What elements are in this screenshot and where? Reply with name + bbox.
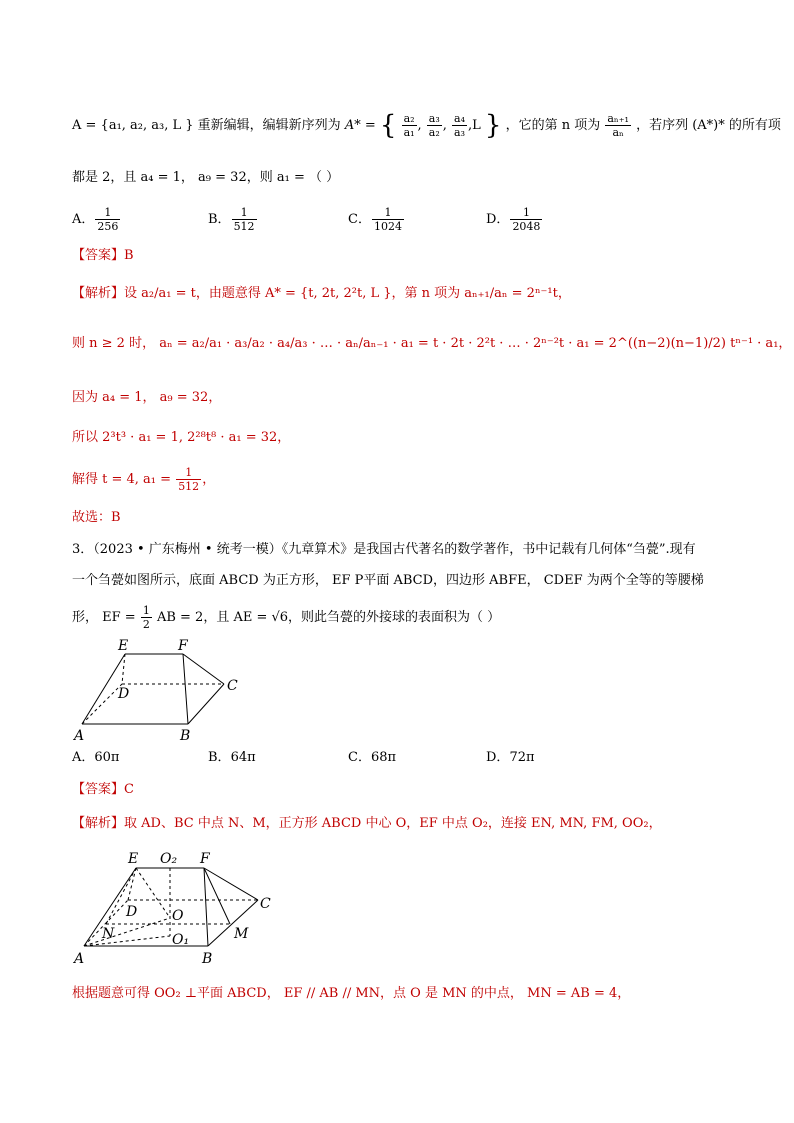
q2-analysis-3: 因为 a₄ = 1， a₉ = 32，	[72, 390, 222, 405]
fig2-label-b: B	[202, 951, 213, 967]
q3-line1: 3．（2023 • 广东梅州 • 统考一模）《九章算术》是我国古代著名的数学著作，书中记载有几何体“刍甍”.现有	[72, 542, 696, 557]
q2-line1-b: A* =	[344, 118, 376, 133]
q2-choice-a[interactable]: A． $\frac{1}{256}$	[72, 206, 119, 233]
fig1-label-b: B	[180, 728, 191, 744]
q2-line1-d: ，若序列 (A*)* 的所有项	[636, 118, 781, 133]
fig2-label-e: E	[128, 851, 139, 867]
q2-line1-a: A = {a₁, a₂, a₃, L } 重新编辑，编辑新序列为	[72, 118, 341, 133]
q2-seq-term-2: $\frac{\text{a₃}}{\text{a₂}}$	[428, 112, 440, 139]
q2-line1-c: ，它的第 n 项为	[505, 118, 601, 133]
fig1-label-f: F	[178, 638, 188, 654]
q2-choice-c[interactable]: C． $\frac{1}{1024}$	[348, 206, 402, 233]
q2-seq-term-1: $\frac{\text{a₂}}{\text{a₁}}$	[403, 112, 415, 139]
fig2-label-m: M	[234, 926, 249, 942]
q2-analysis-2: 则 n ≥ 2 时， aₙ = a₂/a₁ · a₃/a₂ · a₄/a₃ · … · aₙ/aₙ₋₁ · a₁ = t · 2t · 2²t · … · 2ⁿ⁻²t · a₁ = 2^((n−2)(n−1)/2) tⁿ⁻¹ · a₁，	[72, 336, 792, 351]
q3-analysis-1: 【解析】取 AD、BC 中点 N、M，正方形 ABCD 中心 O，EF 中点 O₂，连接 EN, MN, FM, OO₂，	[72, 816, 662, 831]
q3-choice-a[interactable]: A．60π	[72, 750, 120, 765]
q3-figure-2	[70, 846, 280, 968]
q2-seq-brace: {	[379, 110, 397, 141]
q2-analysis-5: 解得 t = 4, a₁ = $\frac{1}{512}$ ，	[72, 466, 216, 493]
fig2-label-f: F	[200, 851, 210, 867]
fig2-label-o: O	[172, 908, 184, 924]
fig1-label-c: C	[227, 678, 238, 694]
q2-analysis-4: 所以 2³t³ · a₁ = 1, 2²⁸t⁸ · a₁ = 32，	[72, 430, 291, 445]
q2-term-frac: $\frac{\text{aₙ₊₁}}{\text{aₙ}}$	[607, 112, 629, 139]
q2-seq-term-3: $\frac{\text{a₄}}{\text{a₃}}$	[454, 112, 465, 139]
q3-choice-d[interactable]: D．72π	[486, 750, 535, 765]
q3-choice-c[interactable]: C．68π	[348, 750, 397, 765]
q3-line2: 一个刍甍如图所示，底面 ABCD 为正方形， EF P平面 ABCD，四边形 ABFE， CDEF 为两个全等的等腰梯	[72, 573, 704, 588]
fig2-label-n: N	[102, 926, 115, 942]
fig1-label-e: E	[118, 638, 129, 654]
q2-line2: 都是 2，且 a₄ = 1， a₉ = 32，则 a₁ = （ ）	[72, 170, 340, 185]
fig2-label-c: C	[260, 896, 271, 912]
q3-figure-1	[70, 636, 250, 744]
q3-line3: 形， EF = $\frac{1}{2}$ AB = 2，且 AE = √6，则此刍甍的外接球的表面积为（ ）	[72, 604, 501, 631]
fig2-label-o2: O₂	[160, 851, 178, 867]
q2-line1: A = {a₁, a₂, a₃, L } 重新编辑，编辑新序列为 A* = { $\frac{\text{a₂}}{\text{a₁}}$ , $\frac{\text{a₃}}{\text{a₂}}$ , $\frac{\text{a₄}}{\text{a₃}}$ ,L } ，它的第 n 项为 $\frac{\text{aₙ₊₁}}{\text{aₙ}}$ ，若序列 (A*)* 的所有项	[72, 110, 781, 141]
fig2-label-a: A	[74, 951, 85, 967]
q2-choice-d[interactable]: D． $\frac{1}{2048}$	[486, 206, 541, 233]
fig1-label-a: A	[74, 728, 85, 744]
fig2-label-d: D	[126, 904, 138, 920]
q3-choice-b[interactable]: B．64π	[208, 750, 256, 765]
fig2-label-o1: O₁	[172, 932, 190, 948]
q2-analysis-1: 【解析】设 a₂/a₁ = t，由题意得 A* = {t, 2t, 2²t, L }，第 n 项为 aₙ₊₁/aₙ = 2ⁿ⁻¹t，	[72, 286, 571, 301]
q3-answer: 【答案】C	[72, 782, 134, 797]
q3-analysis-2: 根据题意可得 OO₂ ⊥平面 ABCD， EF // AB // MN，点 O 是 MN 的中点， MN = AB = 4，	[72, 986, 631, 1001]
q2-answer: 【答案】B	[72, 248, 134, 263]
q2-analysis-6: 故选：B	[72, 510, 121, 525]
q2-choice-b[interactable]: B． $\frac{1}{512}$	[208, 206, 255, 233]
fig1-label-d: D	[118, 686, 130, 702]
